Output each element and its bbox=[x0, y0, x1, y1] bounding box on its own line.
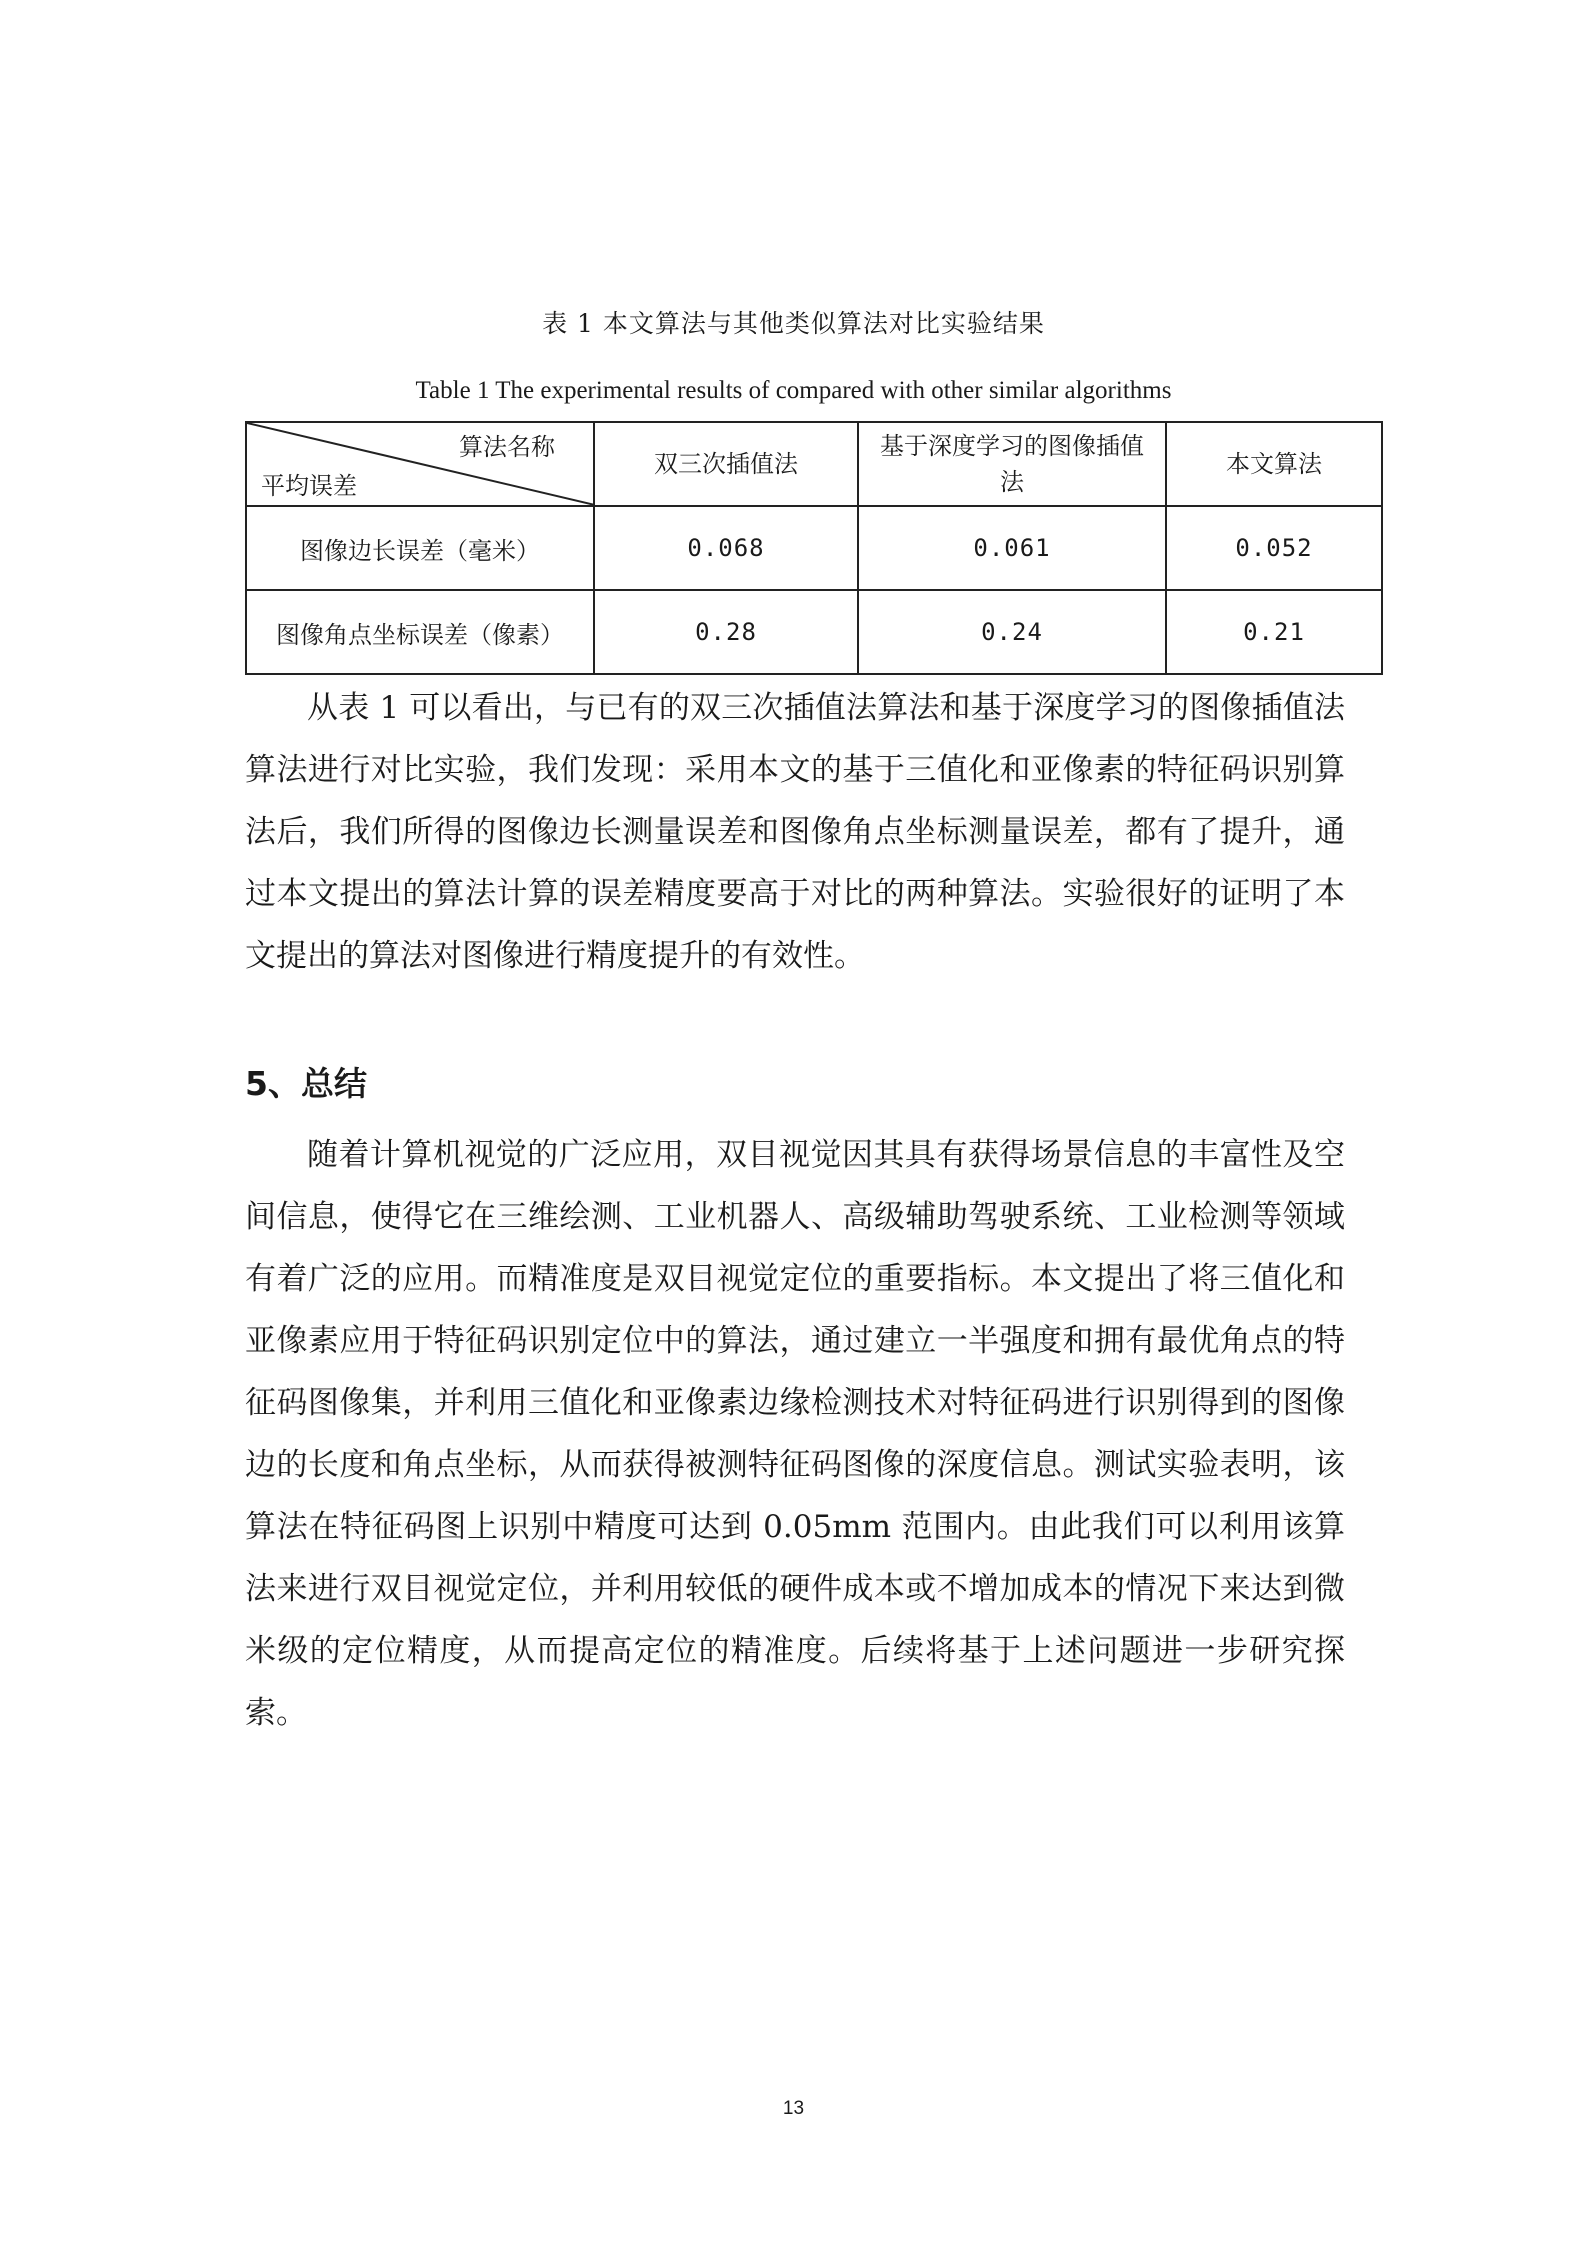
table-caption-chinese: 表 1 本文算法与其他类似算法对比实验结果 bbox=[542, 309, 1045, 338]
table-cell: 0.28 bbox=[594, 590, 858, 674]
page-number: 13 bbox=[782, 2098, 805, 2119]
table-cell: 0.24 bbox=[858, 590, 1166, 674]
table-cell: 0.068 bbox=[594, 506, 858, 590]
column-header: 基于深度学习的图像插值法 bbox=[858, 422, 1166, 506]
column-header: 双三次插值法 bbox=[594, 422, 858, 506]
results-table bbox=[245, 421, 1383, 675]
table-header-row bbox=[246, 422, 1382, 506]
table-corner-cell bbox=[246, 422, 594, 506]
table-cell: 0.052 bbox=[1166, 506, 1382, 590]
corner-label-error: 平均误差 bbox=[261, 472, 357, 500]
corner-label-algorithm: 算法名称 bbox=[459, 433, 555, 461]
row-label: 图像边长误差（毫米） bbox=[246, 506, 594, 590]
table-row bbox=[246, 590, 1382, 674]
row-label: 图像角点坐标误差（像素） bbox=[246, 590, 594, 674]
table-caption-english: Table 1 The experimental results of compared with other similar algorithms bbox=[415, 377, 1172, 404]
results-paragraph: 从表 1 可以看出，与已有的双三次插值法算法和基于深度学习的图像插值法算法进行对比实验，我们发现：采用本文的基于三值化和亚像素的特征码识别算法后，我们所得的图像边长测量误差和图像角点坐标测量误差，都有了提升，通过本文提出的算法计算的误差精度要高于对比的两种算法。实验很好的证明了本文提出的算法对图像进行精度提升的有效性。 bbox=[245, 690, 1345, 974]
table-row bbox=[246, 506, 1382, 590]
column-header: 本文算法 bbox=[1166, 422, 1382, 506]
table-cell: 0.21 bbox=[1166, 590, 1382, 674]
table-cell: 0.061 bbox=[858, 506, 1166, 590]
section-heading: 5、总结 bbox=[245, 1064, 367, 1103]
conclusion-paragraph: 随着计算机视觉的广泛应用，双目视觉因其具有获得场景信息的丰富性及空间信息，使得它在三维绘测、工业机器人、高级辅助驾驶系统、工业检测等领域有着广泛的应用。而精准度是双目视觉定位的重要指标。本文提出了将三值化和亚像素应用于特征码识别定位中的算法，通过建立一半强度和拥有最优角点的特征码图像集，并利用三值化和亚像素边缘检测技术对特征码进行识别得到的图像边的长度和角点坐标，从而获得被测特征码图像的深度信息。测试实验表明，该算法在特征码图上识别中精度可达到 0.05mm 范围内。由此我们可以利用该算法来进行双目视觉定位，并利用较低的硬件成本或不增加成本的情况下来达到微米级的定位精度，从而提高定位的精准度。后续将基于上述问题进一步研究探索。 bbox=[245, 1137, 1345, 1731]
